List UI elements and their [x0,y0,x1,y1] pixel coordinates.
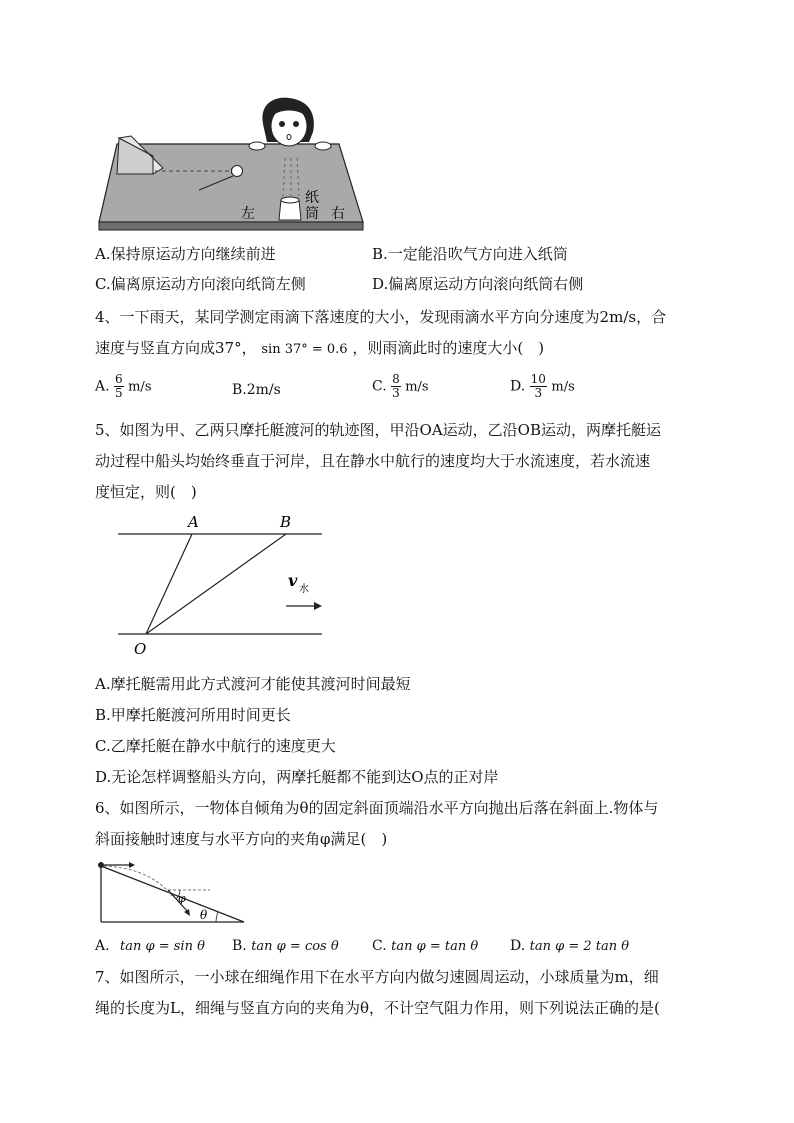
theta-label: θ [200,908,208,922]
ball [232,166,243,177]
q6-option-c-expr: tan φ = tan θ [391,939,479,954]
q3-figure [95,96,365,234]
girl-figure [249,98,331,150]
water-velocity-subscript: 水 [299,584,309,595]
q3-option-a: A.保持原运动方向继续前进 [95,245,276,263]
q6-option-c [372,937,478,956]
q3-option-d: D.偏离原运动方向滚向纸筒右侧 [372,275,584,293]
q5-stem-line1: 5、如图为甲、乙两只摩托艇渡河的轨迹图，甲沿OA运动，乙沿OB运动，两摩托艇运 [95,421,661,439]
label-paper: 纸 [305,190,319,206]
q4-option-a-label: A. [95,378,110,395]
point-a-label: A [188,513,199,531]
q5-option-a: A.摩托艇需用此方式渡河才能使其渡河时间最短 [95,675,411,693]
q5-stem-line3: 度恒定，则( ) [95,483,197,501]
q6-option-c-label: C. [372,938,387,954]
q6-option-d-expr: tan φ = 2 tan θ [529,939,630,954]
q6-figure [92,856,252,928]
label-tube: 筒 [305,206,319,222]
q4-option-b: B.2m/s [232,382,281,398]
path-ob [146,534,286,634]
q5-stem-line2: 动过程中船头均始终垂直于河岸，且在静水中航行的速度均大于水流速度，若水流速 [95,452,651,470]
phi-label: φ [178,892,186,905]
q4-option-c-unit: m/s [405,379,429,395]
q4-option-d-fraction [530,373,547,400]
q6-option-b-label: B. [232,938,247,954]
q4-line2-text-a: 速度与竖直方向成37°， [95,339,257,357]
q4-option-d [510,373,575,400]
q6-option-d [510,937,629,956]
table-edge [99,222,363,230]
q4-option-a [95,373,152,400]
q6-option-b [232,937,339,956]
q4-line2-math: sin 37° = 0.6 [261,342,348,357]
fraction-denominator: 5 [115,386,123,400]
water-velocity-symbol: v [288,571,298,590]
q6-option-a [95,937,205,956]
q4-option-c-label: C. [372,378,387,395]
q5-option-b: B.甲摩托艇渡河所用时间更长 [95,706,291,724]
label-right: 右 [331,206,345,222]
q6-option-a-label: A. [95,938,110,954]
fraction-numerator: 8 [392,372,400,386]
point-o-label: O [134,640,147,658]
q6-stem-line1: 6、如图所示，一物体自倾角为θ的固定斜面顶端沿水平方向抛出后落在斜面上.物体与 [95,799,659,817]
point-b-label: B [280,513,292,531]
q6-option-a-expr: tan φ = sin θ [120,939,205,954]
q4-stem-line1: 4、一下雨天，某同学测定雨滴下落速度的大小，发现雨滴水平方向分速度为2m/s，合 [95,308,667,326]
path-oa [146,534,192,634]
q5-option-c: C.乙摩托艇在静水中航行的速度更大 [95,737,336,755]
q4-line2-text-b: ，则雨滴此时的速度大小( ) [352,339,545,357]
q4-option-d-label: D. [510,378,526,395]
q4-option-c-fraction [391,373,401,400]
label-left: 左 [241,206,255,222]
q4-option-c [372,373,429,400]
q3-option-b: B.一定能沿吹气方向进入纸筒 [372,245,568,263]
q5-figure [110,512,330,660]
fraction-denominator: 3 [392,386,400,400]
q6-stem-line2: 斜面接触时速度与水平方向的夹角φ满足( ) [95,830,388,848]
theta-arc [216,912,218,922]
q3-option-c: C.偏离原运动方向滚向纸筒左侧 [95,275,306,293]
q5-option-d: D.无论怎样调整船头方向，两摩托艇都不能到达O点的正对岸 [95,768,499,786]
paper-tube-top [281,197,299,203]
q6-option-b-expr: tan φ = cos θ [251,939,339,954]
water-arrow-head [314,602,322,610]
fraction-numerator: 6 [115,372,123,386]
q7-stem-line1: 7、如图所示，一小球在细绳作用下在水平方向内做匀速圆周运动，小球质量为m，细 [95,968,659,986]
q4-option-d-unit: m/s [551,379,575,395]
q4-stem-line2 [95,338,544,360]
projectile-ball [98,862,104,868]
initial-velocity-head [129,862,135,868]
q4-option-a-unit: m/s [128,379,152,395]
q4-option-a-fraction [114,373,124,400]
fraction-denominator: 3 [534,386,543,400]
incline-slope [101,866,244,922]
q6-option-d-label: D. [510,938,526,954]
fraction-numerator: 10 [530,372,546,386]
q7-stem-line2: 绳的长度为L，细绳与竖直方向的夹角为θ，不计空气阻力作用，则下列说法正确的是( [95,999,660,1017]
